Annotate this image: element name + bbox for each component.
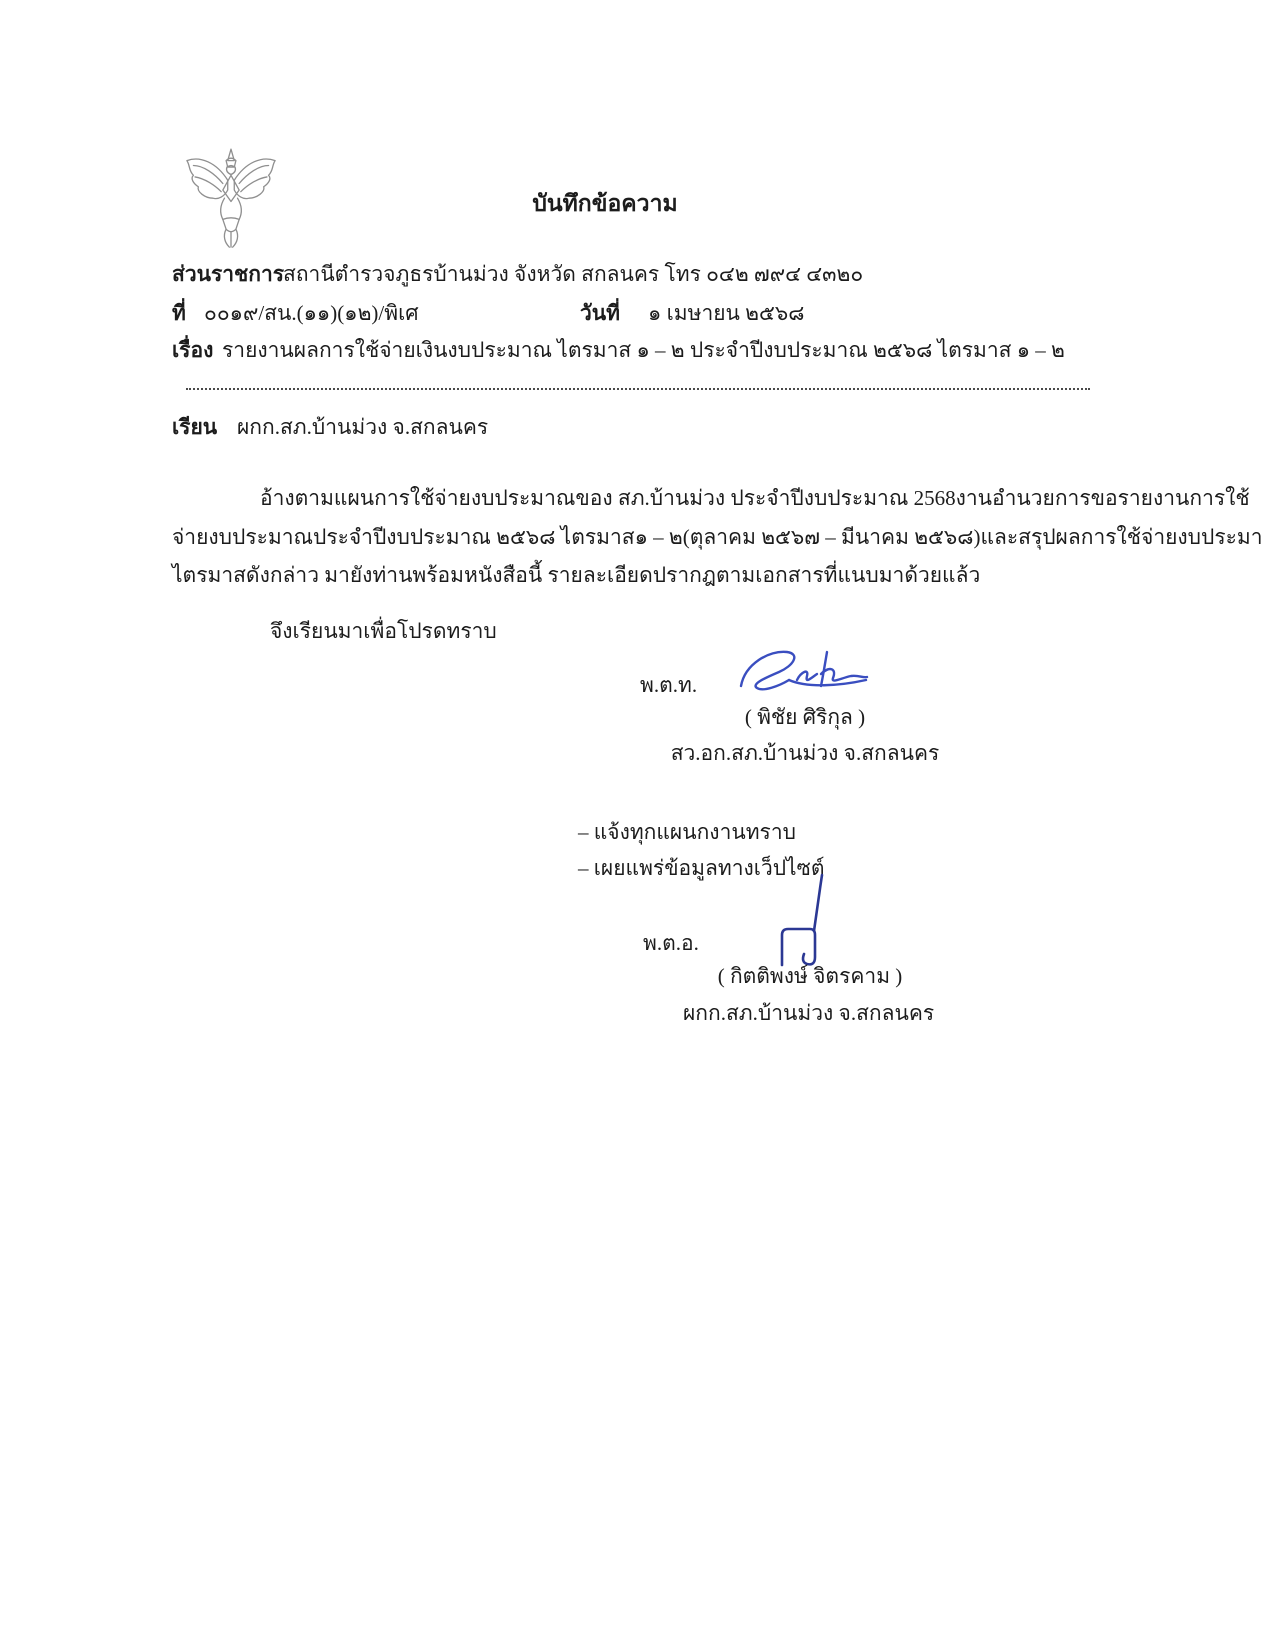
doc-number-label: ที่	[172, 301, 186, 325]
note-item: – เผยแพร่ข้อมูลทางเว็ปไซต์	[578, 856, 825, 880]
doc-number-value: ๐๐๑๙/สน.(๑๑)(๑๒)/พิเศ	[204, 301, 419, 325]
closing-line: จึงเรียนมาเพื่อโปรดทราบ	[270, 619, 497, 643]
date-label: วันที่	[580, 301, 620, 325]
to-label: เรียน	[172, 415, 218, 439]
signer2-rank: พ.ต.อ.	[643, 931, 699, 955]
to-value: ผกก.สภ.บ้านม่วง จ.สกลนคร	[237, 415, 489, 439]
garuda-emblem-icon	[182, 147, 280, 251]
note-item: – แจ้งทุกแผนกงานทราบ	[578, 820, 796, 844]
signature1-handwriting-icon	[735, 646, 870, 708]
body-line: ไตรมาสดังกล่าว มายังท่านพร้อมหนังสือนี้ รายละเอียดปรากฎตามเอกสารที่แนบมาด้วยแล้ว	[172, 563, 981, 587]
signer2-name: ( กิตติพงษ์ จิตรคาม )	[717, 964, 903, 988]
doc-title: บันทึกข้อความ	[532, 191, 678, 216]
signer1-name: ( พิชัย ศิริกุล )	[744, 705, 866, 729]
date-value: ๑ เมษายน ๒๕๖๘	[648, 301, 805, 325]
signer2-position: ผกก.สภ.บ้านม่วง จ.สกลนคร	[683, 1001, 935, 1025]
signer1-rank: พ.ต.ท.	[640, 673, 698, 697]
agency-label: ส่วนราชการ	[172, 262, 285, 286]
body-line: อ้างตามแผนการใช้จ่ายงบประมาณของ สภ.บ้านม่วง ประจำปีงบประมาณ 2568งานอำนวยการขอรายงานการใช้	[260, 486, 1250, 510]
signature2-handwriting-icon	[770, 873, 830, 973]
subject-value: รายงานผลการใช้จ่ายเงินงบประมาณ ไตรมาส ๑ – ๒ ประจำปีงบประมาณ ๒๕๖๘ ไตรมาส ๑ – ๒	[222, 338, 1065, 362]
signer1-position: สว.อก.สภ.บ้านม่วง จ.สกลนคร	[670, 741, 940, 765]
subject-label: เรื่อง	[172, 338, 214, 362]
agency-value: สถานีตำรวจภูธรบ้านม่วง จังหวัด สกลนคร โทร ๐๔๒ ๗๙๔ ๔๓๒๐	[283, 262, 864, 286]
dotted-divider-line	[186, 388, 1090, 390]
body-line: จ่ายงบประมาณประจำปีงบประมาณ ๒๕๖๘ ไตรมาส๑ – ๒(ตุลาคม ๒๕๖๗ – มีนาคม ๒๕๖๘)และสรุปผลการใช้จ่ายงบประมา	[172, 525, 1263, 549]
